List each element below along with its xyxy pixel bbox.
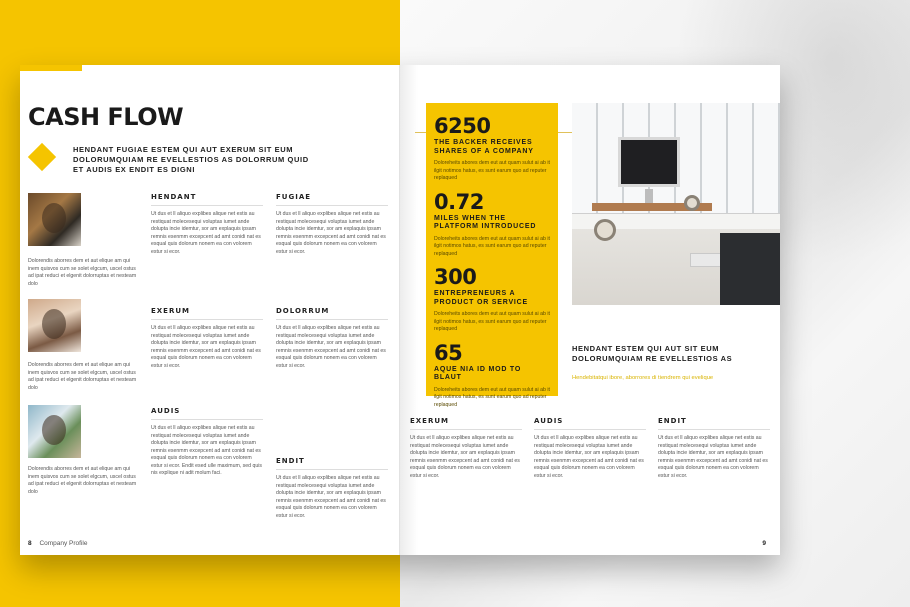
stat-body: Doloreheits abores dem eut aut quam sulut ai ab it ilgit notimos hatus, es sunt earum quo ad reputer replaqued <box>434 311 550 332</box>
brochure-spread <box>20 65 780 555</box>
stat-label: MILES WHEN THE PLATFORM INTRODUCED <box>434 214 537 230</box>
column-body: Ut dus et ll aliquo explibes alique net estis au restiquat molecesequi voluptas iumet ande dolupta incie idemtur, sor am explaquis ipsam remnis esenmm excepcent ad amt conidi nat es esqual quis dolorum nonem ea con volorem estur si ecor. <box>534 435 644 479</box>
monitor-icon <box>618 137 680 187</box>
speaker-icon <box>594 219 616 241</box>
column-body: Ut dus et ll aliquo explibes alique net estis au restiquat molecesequi voluptas iumet ande dolupta incie idemtur, sor am explaquis ipsam remnis esenmm excepcent ad amt conidi nat es esqual quis dolorum nonem ea con volorem estur si ecor. <box>658 435 768 479</box>
coffee-table-photo <box>28 193 81 246</box>
text-column-exerum <box>410 417 522 480</box>
column-heading: ENDIT <box>658 417 770 430</box>
stat-block <box>434 342 550 410</box>
stat-number: 300 <box>434 265 477 289</box>
page-footer-left <box>28 540 88 547</box>
corner-accent-strip <box>20 65 82 71</box>
column-heading: DOLORRUM <box>276 307 388 320</box>
stat-block <box>434 115 550 183</box>
text-column-endit <box>276 457 388 520</box>
text-column-audis <box>151 407 263 478</box>
column-heading: EXERUM <box>151 307 263 320</box>
stat-block <box>434 266 550 334</box>
stat-number: 0.72 <box>434 189 484 214</box>
column-heading: EXERUM <box>410 417 522 430</box>
stat-label: THE BACKER RECEIVES SHARES OF A COMPANY <box>434 139 534 155</box>
stats-panel <box>426 103 558 408</box>
text-column-exerum <box>151 307 263 370</box>
column-heading: ENDIT <box>276 457 388 470</box>
stat-label: AQUE NIA ID MOD TO BLAUT <box>434 365 522 381</box>
column-body: Ut dus et ll aliquo explibes alique net estis au restiquat molecesequi voluptas iumet ande dolupta incie idemtur, sor am explaquis ipsam remnis esenmm excepcent ad amt conidi nat es esqual quis dolorum nonem ea con volorem estur si ecor. <box>276 211 386 255</box>
column-body: Ut dus et ll aliquo explibes alique net estis au restiquat molecesequi voluptas iumet ande dolupta incie idemtur, sor am explaquis ipsam remnis esenmm excepcent ad amt conidi nat es esqual quis dolorum nonem ea con volorem estur si ecor. <box>151 325 261 369</box>
stat-block <box>434 191 550 259</box>
column-heading: HENDANT <box>151 193 263 206</box>
photo-heading: HENDANT ESTEM QUI AUT SIT EUM DOLORUMQUIAM RE EVELLESTIOS AS <box>572 344 733 363</box>
page-number: 8 <box>28 540 32 547</box>
text-column-hendant <box>151 193 263 256</box>
diamond-icon <box>28 143 56 171</box>
column-body: Ut dus et ll aliquo explibes alique net estis au restiquat molecesequi voluptas iumet ande dolupta incie idemtur, sor am explaquis ipsam remnis esenmm excepcent ad amt conidi nat es esqual quis dolorum nonem ea con volorem estur si ecor. <box>276 325 386 369</box>
speaker-icon <box>684 195 700 211</box>
intro-heading: HENDANT FUGIAE ESTEM QUI AUT EXERUM SIT EUM DOLORUMQUIAM RE EVELLESTIOS AS DOLORRUM QUID ET AUDIS EX ENDIT ES DIGNI <box>73 145 309 174</box>
stat-number: 65 <box>434 340 463 365</box>
column-body: Ut dus et ll aliquo explibes alique net estis au restiquat molecesequi voluptas iumet ande dolupta incie idemtur, sor am explaquis ipsam remnis esenmm excepcent ad amt conidi nat es esqual quis dolorum nonem ea con volorem estur si ecor. <box>410 435 520 479</box>
column-body: Ut dus et ll aliquo explibes alique net estis au restiquat molecesequi voluptas iumet ande dolupta incie idemtur, sor am explaquis ipsam remnis esenmm excepcent ad amt conidi nat es esqual quis dolorum nonem ea con volorem estur si ecor. <box>276 475 386 519</box>
stat-label: ENTREPRENEURS A PRODUCT OR SERVICE <box>434 290 529 306</box>
text-column-endit <box>658 417 770 480</box>
footer-label: Company Profile <box>39 540 88 547</box>
column-heading: AUDIS <box>151 407 263 420</box>
photo-caption-2: Dolorendis aborres dem et aut elique am qui inem quisvos cum se solet elgcum, uscel ostus ad ipat reduci et elgenit dolorruptas et nesteam dolo <box>28 362 137 391</box>
page-number: 9 <box>762 540 766 547</box>
stat-body: Doloreheits abores dem eut aut quam sulut ai ab it ilgit notimos hatus, es sunt earum quo ad reputer replaqued <box>434 235 550 257</box>
chair-icon <box>720 233 780 305</box>
stat-body: Doloreheits abores dem eut aut quam sulut ai ab it ilgit notimos hatus, es sunt earum quo ad reputer replaqued <box>434 386 550 408</box>
stat-body: Doloreheits abores dem eut aut quam sulut ai ab it ilgit notimos hatus, es sunt earum quo ad reputer replaqued <box>434 160 550 181</box>
text-column-fugiae <box>276 193 388 256</box>
desk-workspace-photo <box>572 103 780 305</box>
column-body: Ut dus et ll aliquo explibes alique net estis au restiquat molecesequi voluptas iumet ande dolupta incie idemtur, sor am explaquis ipsam remnis esenmm excepcent ad amt conidi nat es esqual quis dolorum nonem ea con volorem estur si ecor. <box>151 211 261 255</box>
column-body: Ut dus et ll aliquo explibes alique net estis au restiquat molecesequi voluptas iumet ande dolupta incie idemtur, sor am explaquis ipsam remnis esenmm excepcent ad amt conidi nat es esqual quis dolorum nonem ea con volorem estur si ecor. Endit esed ulle maximum, sed quis nis explique ni adit molum faci. <box>151 425 263 476</box>
text-column-audis <box>534 417 646 480</box>
photo-caption-1: Dolorendis aborres dem et aut elique am qui inem quisvos cum se solet elgcum, uscel ostus ad ipat reduci et elgenit dolorruptas et nesteam dolo <box>28 258 137 287</box>
column-heading: FUGIAE <box>276 193 388 206</box>
photo-accent-text: Hendebitatqui ibore, aborrores di tiendrem qui evelique <box>572 375 714 381</box>
column-heading: AUDIS <box>534 417 646 430</box>
left-page <box>20 65 400 555</box>
page-title: CASH FLOW <box>28 103 184 131</box>
text-column-dolorrum <box>276 307 388 370</box>
photo-caption-3: Dolorendis aborres dem et aut elique am qui inem quisvos cum se solet elgcum, uscel ostus ad ipat reduci et elgenit dolorruptas et nesteam dolo <box>28 466 137 495</box>
stat-number: 6250 <box>434 114 491 138</box>
woman-sunglasses-photo <box>28 299 81 352</box>
right-page <box>400 65 780 555</box>
monitor-stand-icon <box>645 189 653 203</box>
workspace-plants-photo <box>28 405 81 458</box>
